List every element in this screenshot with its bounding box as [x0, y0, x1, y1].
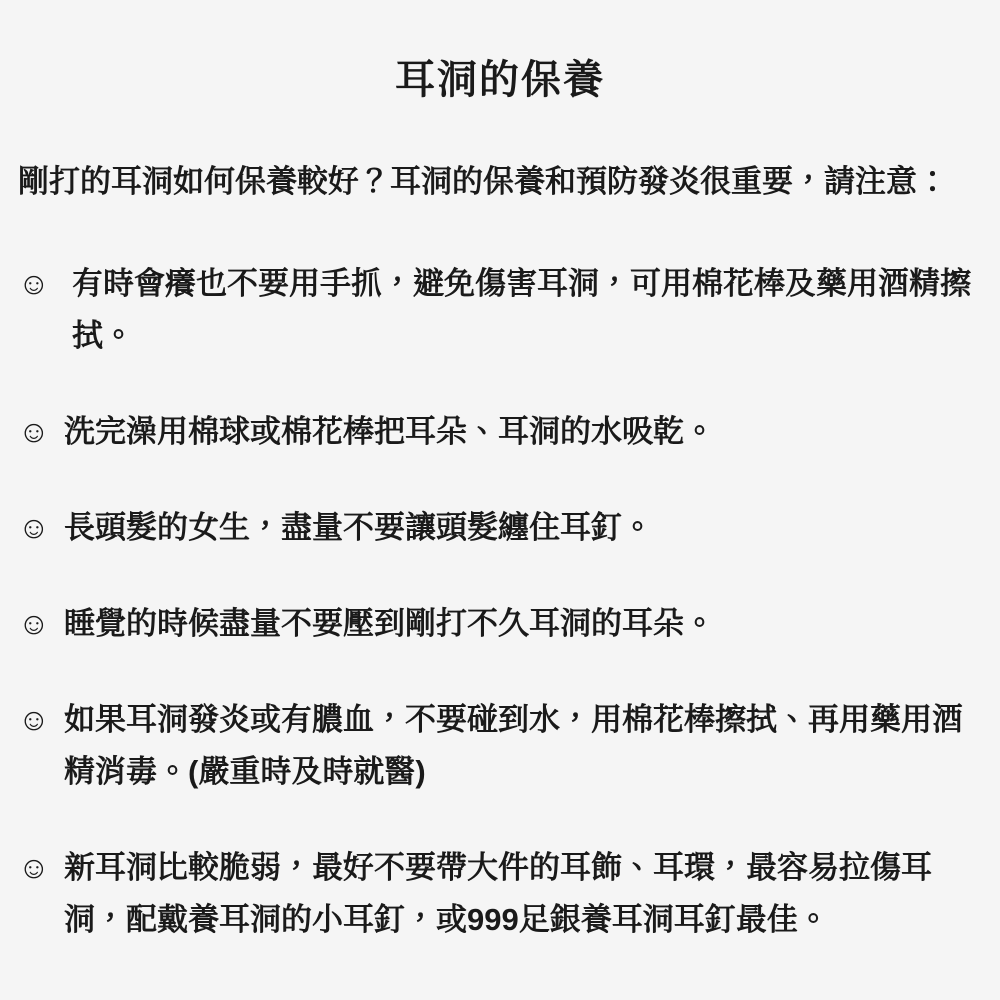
- care-tip: [18, 258, 982, 362]
- smiley-face-icon: ☺: [18, 850, 50, 885]
- smiley-face-icon: ☺: [18, 266, 50, 301]
- smiley-face-icon: ☺: [18, 702, 50, 737]
- smiley-face-icon: ☺: [18, 414, 50, 449]
- tip-text: 如果耳洞發炎或有膿血，不要碰到水，用棉花棒擦拭、再用藥用酒精消毒。(嚴重時及時就醫): [64, 702, 963, 789]
- care-tip: [18, 842, 982, 946]
- care-tip: [18, 598, 982, 650]
- tip-text: 長頭髮的女生，盡量不要讓頭髮纏住耳釘。: [64, 510, 653, 545]
- care-tip: [18, 694, 982, 798]
- care-tip: [18, 502, 982, 554]
- tip-text: 有時會癢也不要用手抓，避免傷害耳洞，可用棉花棒及藥用酒精擦拭。: [72, 266, 971, 353]
- smiley-face-icon: ☺: [18, 606, 50, 641]
- tip-text: 睡覺的時候盡量不要壓到剛打不久耳洞的耳朵。: [64, 606, 715, 641]
- tip-text: 洗完澡用棉球或棉花棒把耳朵、耳洞的水吸乾。: [64, 414, 715, 449]
- intro-text: 剛打的耳洞如何保養較好？耳洞的保養和預防發炎很重要，請注意：: [18, 164, 948, 199]
- page-title: 耳洞的保養: [395, 58, 605, 102]
- care-tip: [18, 406, 982, 458]
- smiley-face-icon: ☺: [18, 510, 50, 545]
- tip-text: 新耳洞比較脆弱，最好不要帶大件的耳飾、耳環，最容易拉傷耳洞，配戴養耳洞的小耳釘，或999足銀養耳洞耳釘最佳。: [64, 850, 932, 937]
